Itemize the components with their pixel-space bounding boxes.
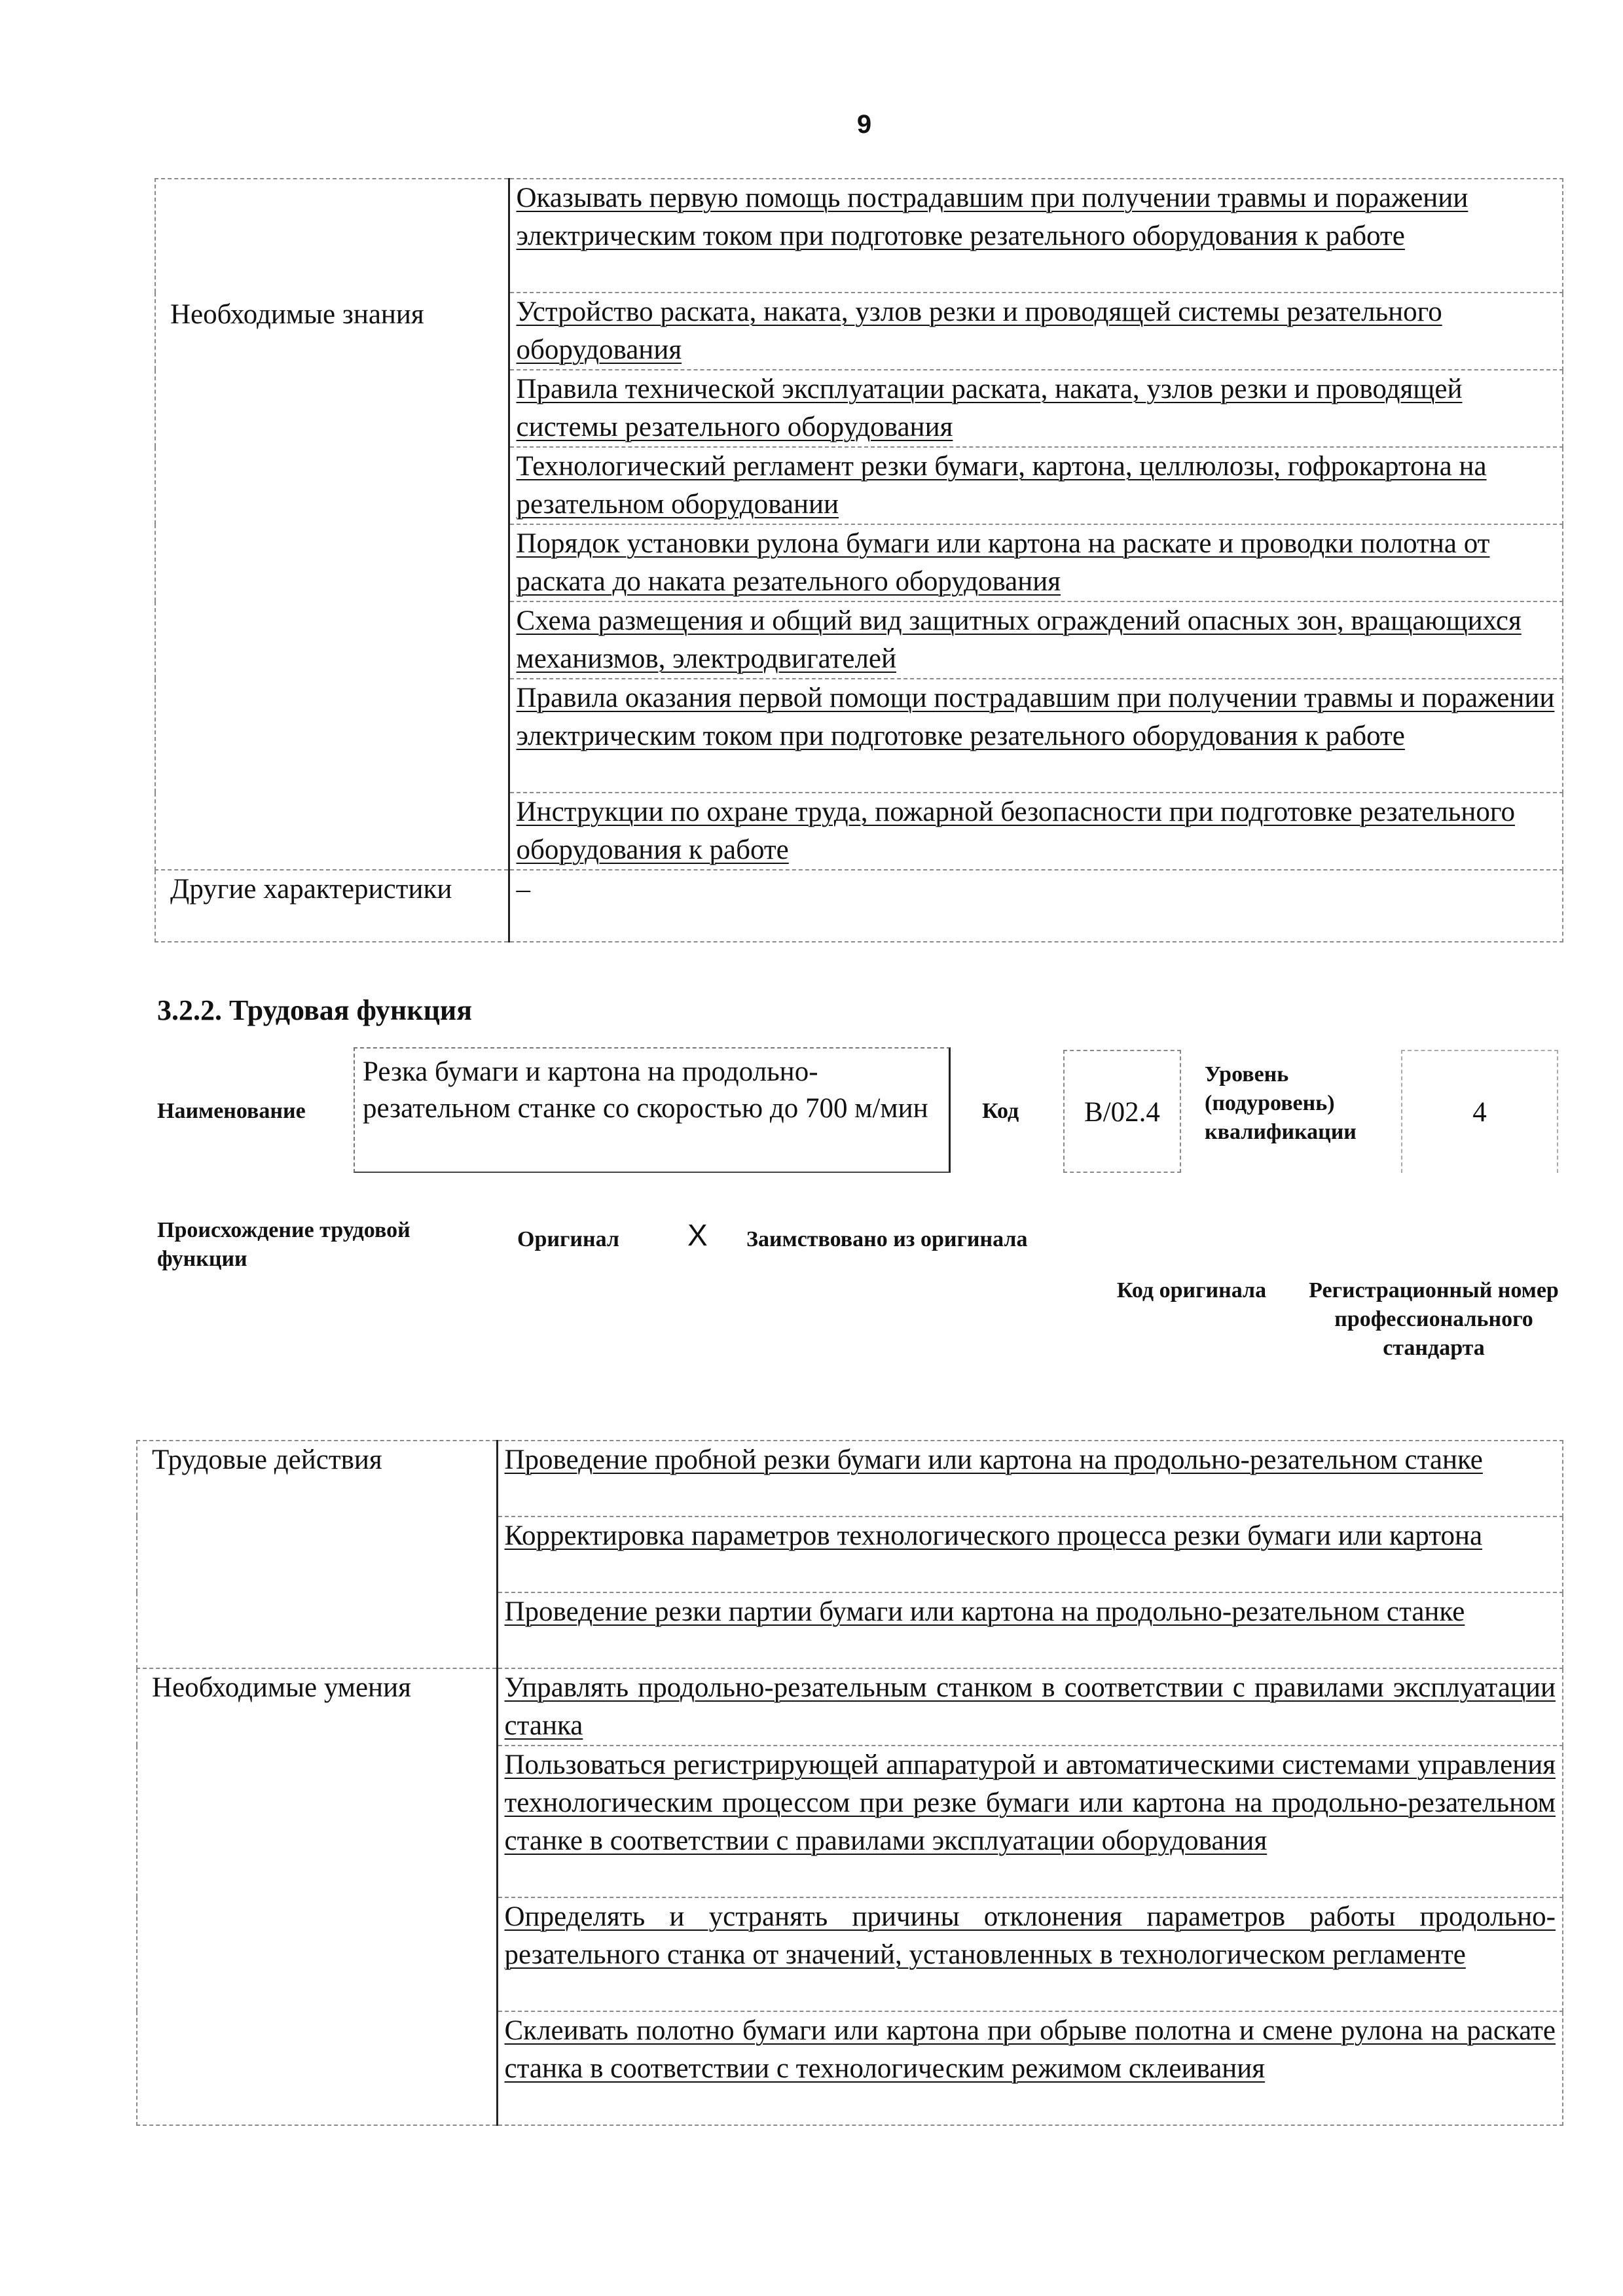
other-label: Другие характеристики — [170, 874, 452, 905]
other-value: – — [509, 870, 1563, 942]
knowledge-row: Технологический регламент резки бумаги, картона, целлюлозы, гофрокартона на резательном оборудовании — [509, 447, 1563, 524]
skill-row: Пользоваться регистрирующей аппаратурой и автоматическими системами управления технологическим процессом при резке бумаги или картона на продольно-резательном станке в соответствии с правилами эксплуатации оборудования — [497, 1746, 1563, 1897]
action-row: Проведение резки партии бумаги или картона на продольно-резательном станке — [497, 1592, 1563, 1668]
name-label: Наименование — [157, 1099, 306, 1123]
level-label: Уровень (подуровень) квалификации — [1205, 1062, 1357, 1144]
function-name: Резка бумаги и картона на продольно-резательном станке со скоростью до 700 м/мин — [363, 1056, 928, 1124]
code-value: B/02.4 — [1084, 1097, 1160, 1128]
action-row: Проведение пробной резки бумаги или картона на продольно-резательном станке — [497, 1441, 1563, 1516]
knowledge-row: Порядок установки рулона бумаги или картона на раскате и проводки полотна от раската до наката резательного оборудования — [509, 524, 1563, 601]
knowledge-row: Инструкции по охране труда, пожарной безопасности при подготовке резательного оборудования к работе — [509, 793, 1563, 870]
actions-table — [136, 1440, 1563, 2126]
actions-label: Трудовые действия — [152, 1444, 382, 1475]
borrowed-label: Заимствовано из оригинала — [746, 1227, 1028, 1251]
skills-label-cell — [137, 1668, 497, 2125]
code-original-label: Код оригинала — [1116, 1278, 1267, 1302]
function-name-box — [354, 1047, 951, 1173]
actions-label-cell — [137, 1441, 497, 1668]
x-mark: X — [687, 1218, 708, 1252]
action-row: Корректировка параметров технологического процесса резки бумаги или картона — [497, 1516, 1563, 1592]
knowledge-row: Схема размещения и общий вид защитных ограждений опасных зон, вращающихся механизмов, электродвигателей — [509, 601, 1563, 679]
page-number: 9 — [856, 110, 872, 139]
section-title: 3.2.2. Трудовая функция — [157, 994, 473, 1026]
reg-number-label: Регистрационный номер профессионального стандарта — [1309, 1278, 1559, 1360]
origin-label: Происхождение трудовой функции — [157, 1218, 410, 1271]
knowledge-row: Оказывать первую помощь пострадавшим при получении травмы и поражении электрическим током при подготовке резательного оборудования к работе — [509, 179, 1563, 293]
code-box — [1063, 1050, 1181, 1173]
level-box — [1401, 1050, 1558, 1173]
knowledge-row: Устройство раската, наката, узлов резки и проводящей системы резательного оборудования — [509, 293, 1563, 370]
skill-row: Управлять продольно-резательным станком в соответствии с правилами эксплуатации станка — [497, 1668, 1563, 1746]
skill-row: Склеивать полотно бумаги или картона при обрыве полотна и смене рулона на раскате станка в соответствии с технологическим режимом склеивания — [497, 2011, 1563, 2125]
knowledge-row: Правила оказания первой помощи пострадавшим при получении травмы и поражении электрическим током при подготовке резательного оборудования к работе — [509, 679, 1563, 793]
knowledge-row: Правила технической эксплуатации раската, наката, узлов резки и проводящей системы резательного оборудования — [509, 370, 1563, 447]
level-value: 4 — [1472, 1097, 1487, 1128]
code-label: Код — [982, 1099, 1019, 1123]
knowledge-table — [155, 178, 1563, 942]
skills-label: Необходимые умения — [152, 1672, 411, 1703]
knowledge-label-cell — [155, 179, 509, 870]
skill-row: Определять и устранять причины отклонения параметров работы продольно-резательного станка от значений, установленных в технологическом регламенте — [497, 1897, 1563, 2011]
other-label-cell — [155, 870, 509, 942]
knowledge-label: Необходимые знания — [170, 299, 424, 330]
original-label: Оригинал — [517, 1227, 619, 1251]
